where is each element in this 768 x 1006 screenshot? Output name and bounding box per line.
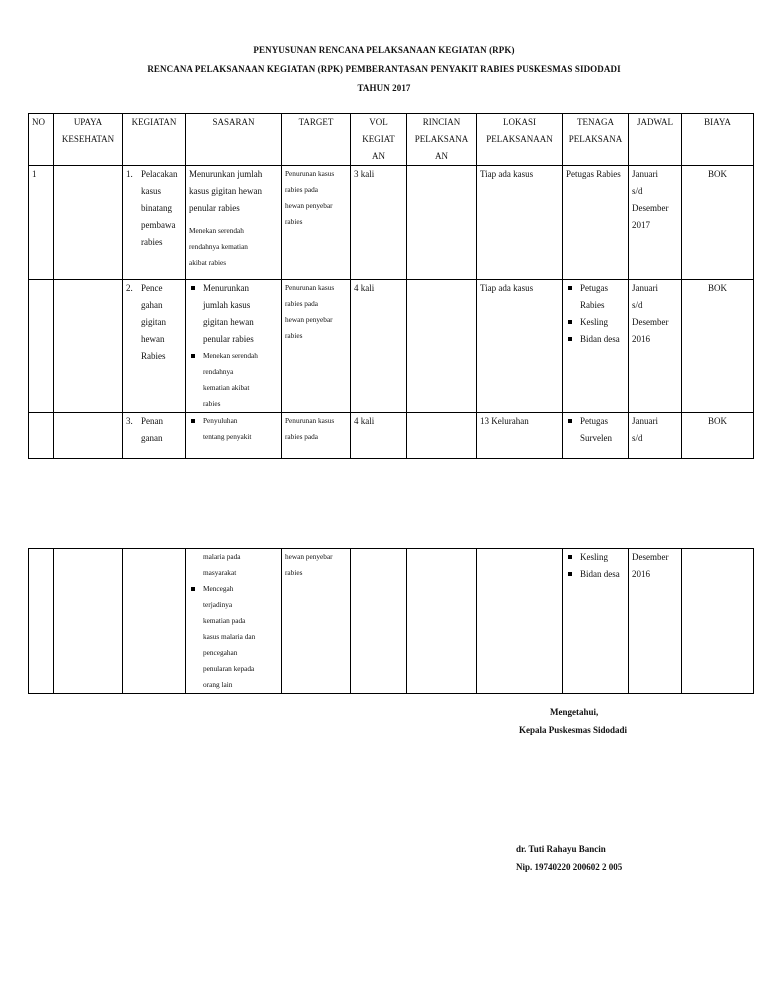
header-upaya: UPAYA KESEHATAN <box>54 114 123 166</box>
cell-no <box>29 280 54 413</box>
cell-upaya <box>54 413 123 459</box>
cell-jadwal: Januari s/d Desember 2016 <box>629 280 682 413</box>
cell-upaya <box>54 166 123 280</box>
header-kegiatan: KEGIATAN <box>123 114 186 166</box>
header-rincian: RINCIAN PELAKSANA AN <box>407 114 477 166</box>
table-row <box>29 166 754 280</box>
header-tenaga: TENAGA PELAKSANA <box>563 114 629 166</box>
list-item: Bidan desa <box>566 566 625 583</box>
cell-vol: 3 kali <box>351 166 407 280</box>
header-sasaran: SASARAN <box>186 114 282 166</box>
list-item: Kesling <box>566 314 625 331</box>
cell-upaya <box>54 549 123 694</box>
list-item: Petugas Survelen <box>566 413 625 447</box>
header-lokasi: LOKASI PELAKSANAAN <box>477 114 563 166</box>
cell-target: Penurunan kasus rabies pada hewan penyebar rabies <box>282 166 351 280</box>
cell-target: Penurunan kasus rabies pada hewan penyebar rabies <box>282 280 351 413</box>
cell-rincian <box>407 166 477 280</box>
cell-jadwal: Januari s/d <box>629 413 682 459</box>
bullet-icon <box>568 337 572 341</box>
table-row <box>29 280 754 413</box>
rpk-table <box>28 113 754 459</box>
cell-no: 1 <box>29 166 54 280</box>
bullet-icon <box>191 354 195 358</box>
cell-vol: 4 kali <box>351 280 407 413</box>
cell-target: hewan penyebar rabies <box>282 549 351 694</box>
header-vol: VOL KEGIAT AN <box>351 114 407 166</box>
header-biaya: BIAYA <box>682 114 754 166</box>
signatory-position: Kepala Puskesmas Sidodadi <box>519 725 628 735</box>
cell-vol: 4 kali <box>351 413 407 459</box>
list-item: Menurunkan jumlah kasus gigitan hewan penular rabies <box>189 280 278 348</box>
list-item: Bidan desa <box>566 331 625 348</box>
cell-biaya: BOK <box>682 413 754 459</box>
header-no: NO <box>29 114 54 166</box>
list-item: Kesling <box>566 549 625 566</box>
cell-tenaga: Petugas Rabies <box>563 166 629 280</box>
cell-no <box>29 413 54 459</box>
bullet-icon <box>568 320 572 324</box>
cell-sasaran <box>186 413 282 459</box>
rpk-table-continuation <box>28 548 754 694</box>
cell-sasaran: malaria pada masyarakat Mencegah terjadinya kematian pada kasus malaria dan pencegahan penularan kepada orang lain <box>186 549 282 694</box>
bullet-icon <box>568 419 572 423</box>
bullet-icon <box>568 555 572 559</box>
bullet-icon <box>568 286 572 290</box>
cell-tenaga <box>563 549 629 694</box>
cell-lokasi: 13 Kelurahan <box>477 413 563 459</box>
bullet-icon <box>568 572 572 576</box>
list-item: Penyuluhan tentang penyakit <box>189 413 278 445</box>
cell-rincian <box>407 280 477 413</box>
cell-rincian <box>407 413 477 459</box>
table-row <box>29 413 754 459</box>
cell-jadwal: Desember 2016 <box>629 549 682 694</box>
document-year: TAHUN 2017 <box>357 83 411 93</box>
cell-tenaga <box>563 413 629 459</box>
cell-kegiatan: 3. Penan ganan <box>123 413 186 459</box>
bullet-icon <box>191 587 195 591</box>
cell-kegiatan: 2. Pence gahan gigitan hewan Rabies <box>123 280 186 413</box>
header-target: TARGET <box>282 114 351 166</box>
document-title: PENYUSUNAN RENCANA PELAKSANAAN KEGIATAN (RPK) <box>253 45 515 55</box>
cell-sasaran: Menurunkan jumlah kasus gigitan hewan penular rabies Menekan serendah rendahnya kematian akibat rabies <box>186 166 282 280</box>
cell-lokasi: Tiap ada kasus <box>477 166 563 280</box>
mengetahui-label: Mengetahui, <box>550 707 599 717</box>
list-item: Menekan serendah rendahnya kematian akibat rabies <box>189 348 278 412</box>
cell-biaya: BOK <box>682 280 754 413</box>
cell-target: Penurunan kasus rabies pada <box>282 413 351 459</box>
header-jadwal: JADWAL <box>629 114 682 166</box>
cell-tenaga <box>563 280 629 413</box>
bullet-icon <box>191 419 195 423</box>
signatory-name: dr. Tuti Rahayu Bancin <box>516 844 606 854</box>
table-row <box>29 549 754 694</box>
list-item: Petugas Rabies <box>566 280 625 314</box>
cell-no <box>29 549 54 694</box>
cell-biaya <box>682 549 754 694</box>
cell-sasaran <box>186 280 282 413</box>
bullet-icon <box>191 286 195 290</box>
cell-kegiatan <box>123 549 186 694</box>
list-item: Mencegah terjadinya kematian pada kasus malaria dan pencegahan penularan kepada orang lain <box>189 581 278 693</box>
cell-upaya <box>54 280 123 413</box>
cell-lokasi <box>477 549 563 694</box>
cell-biaya: BOK <box>682 166 754 280</box>
signatory-nip: Nip. 19740220 200602 2 005 <box>516 862 623 872</box>
document-subtitle: RENCANA PELAKSANAAN KEGIATAN (RPK) PEMBERANTASAN PENYAKIT RABIES PUSKESMAS SIDODADI <box>147 64 621 74</box>
cell-jadwal: Januari s/d Desember 2017 <box>629 166 682 280</box>
cell-vol <box>351 549 407 694</box>
table-header-row <box>29 114 754 166</box>
cell-lokasi: Tiap ada kasus <box>477 280 563 413</box>
cell-rincian <box>407 549 477 694</box>
cell-kegiatan: 1. Pelacakan kasus binatang pembawa rabies <box>123 166 186 280</box>
